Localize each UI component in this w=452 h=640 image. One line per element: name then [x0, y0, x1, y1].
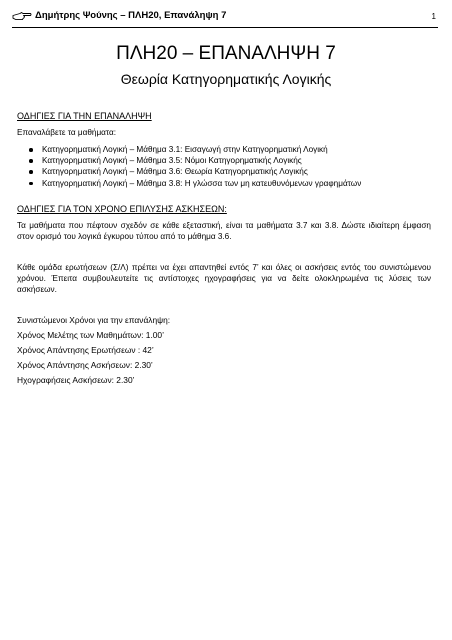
section-heading-review: ΟΔΗΓΙΕΣ ΓΙΑ ΤΗΝ ΕΠΑΝΑΛΗΨΗ: [17, 111, 152, 121]
header-title: Δημήτρης Ψούνης – ΠΛΗ20, Επανάληψη 7: [35, 10, 227, 21]
list-item: Κατηγορηματική Λογική – Μάθημα 3.6: Θεωρία Κατηγορηματικής Λογικής: [42, 166, 431, 177]
time-line: Ηχογραφήσεις Ασκήσεων: 2.30’: [17, 374, 135, 385]
document-body: [17, 111, 431, 390]
list-item: Κατηγορηματική Λογική – Μάθημα 3.8: Η γλώσσα των μη κατευθυνόμενων γραφημάτων: [42, 178, 431, 189]
page-number: 1: [431, 12, 436, 21]
list-item: Κατηγορηματική Λογική – Μάθημα 3.5: Νόμοι Κατηγορηματικής Λογικής: [42, 155, 431, 166]
time-line: Χρόνος Απάντησης Ασκήσεων: 2.30’: [17, 359, 153, 370]
time-line: Χρόνος Απάντησης Ερωτήσεων : 42’: [17, 344, 154, 355]
page-header: [12, 9, 438, 28]
times-heading: Συνιστώμενοι Χρόνοι για την επανάληψη:: [17, 314, 171, 325]
review-intro: Επαναλάβετε τα μαθήματα:: [17, 128, 117, 137]
section-heading-time: ΟΔΗΓΙΕΣ ΓΙΑ ΤΟΝ ΧΡΟΝΟ ΕΠΙΛΥΣΗΣ ΑΣΚΗΣΕΩΝ:: [17, 203, 227, 214]
list-item: Κατηγορηματική Λογική – Μάθημα 3.1: Εισαγωγή στην Κατηγορηματική Λογική: [42, 144, 431, 155]
paragraph-instructions: Κάθε ομάδα ερωτήσεων (Σ/Λ) πρέπει να έχει απαντηθεί εντός 7’ και όλες οι ασκήσεις εντός του συνιστώμενου χρόνου. Έπειτα συμβουλευτείτε τις αντίστοιχες ηχογραφήσεις για να δείτε ολοκληρωμένα τις λύσεις των ασκήσεων.: [17, 262, 431, 294]
document-title: ΠΛΗ20 – ΕΠΑΝΑΛΗΨΗ 7: [116, 43, 336, 64]
paragraph-exams: Τα μαθήματα που πέφτουν σχεδόν σε κάθε εξεταστική, είναι τα μαθήματα 3.7 και 3.8. Δώστε ιδιαίτερη έμφαση στον ορισμό του λογικά έγκυρου τύπου από το μάθημα 3.6.: [17, 220, 431, 241]
hand-pointer-icon: [12, 11, 32, 21]
document-subtitle: Θεωρία Κατηγορηματικής Λογικής: [120, 71, 332, 87]
lesson-list: [17, 144, 431, 189]
time-line: Χρόνος Μελέτης των Μαθημάτων: 1.00’: [17, 329, 164, 340]
